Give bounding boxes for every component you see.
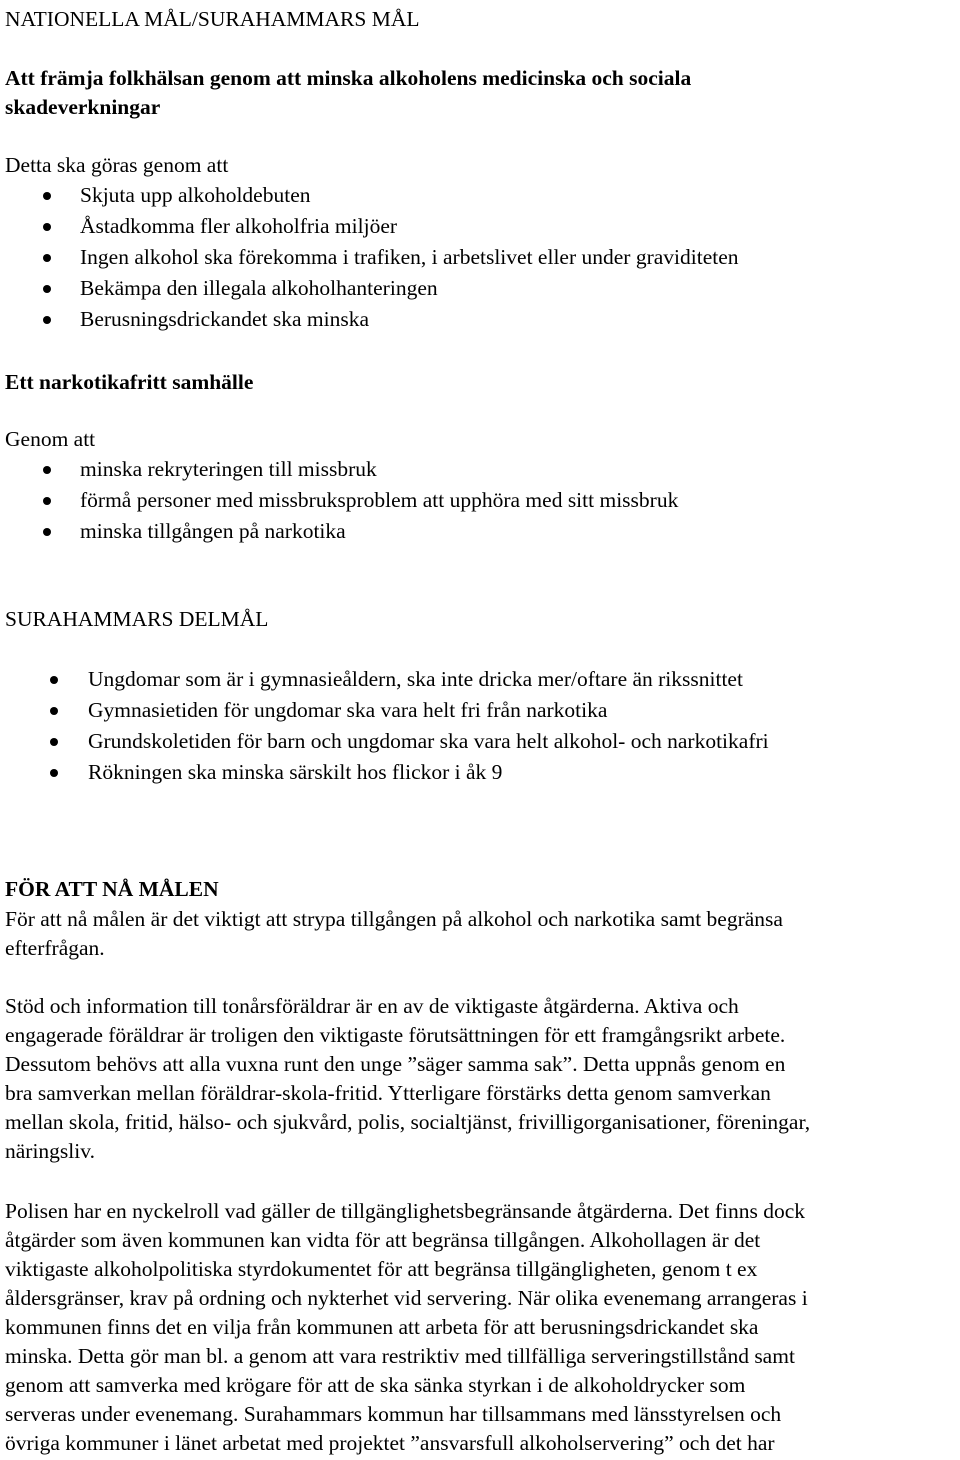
goal1-heading bbox=[5, 64, 955, 122]
paragraph-line: kommunen finns det en vilja från kommunen att arbeta för att berusningsdrickandet ska bbox=[5, 1315, 759, 1339]
bullet-icon bbox=[43, 254, 51, 262]
goal2-list bbox=[5, 455, 678, 548]
bullet-icon bbox=[50, 769, 58, 777]
goal1-heading-line1: Att främja folkhälsan genom att minska alkoholens medicinska och sociala bbox=[5, 66, 692, 90]
list-item: Bekämpa den illegala alkoholhanteringen bbox=[5, 274, 739, 305]
bullet-icon bbox=[43, 497, 51, 505]
paragraph-line: mellan skola, fritid, hälso- och sjukvård, polis, socialtjänst, frivilligorganisationer, föreningar, bbox=[5, 1110, 811, 1134]
goal1-heading-line2: skadeverkningar bbox=[5, 95, 161, 119]
list-item: Ingen alkohol ska förekomma i trafiken, i arbetslivet eller under graviditeten bbox=[5, 243, 739, 274]
list-item: minska rekryteringen till missbruk bbox=[5, 455, 678, 486]
bullet-icon bbox=[43, 466, 51, 474]
for-att-para1 bbox=[5, 905, 955, 963]
bullet-icon bbox=[43, 192, 51, 200]
for-att-para3 bbox=[5, 1197, 955, 1458]
goal2-intro: Genom att bbox=[5, 427, 96, 451]
paragraph-line: minska. Detta gör man bl. a genom att vara restriktiv med tillfälliga serveringstillstånd samt bbox=[5, 1344, 795, 1368]
paragraph-line: För att nå målen är det viktigt att strypa tillgången på alkohol och narkotika samt begränsa bbox=[5, 907, 783, 931]
list-item: Åstadkomma fler alkoholfria miljöer bbox=[5, 212, 739, 243]
list-item: Ungdomar som är i gymnasieåldern, ska inte dricka mer/oftare än rikssnittet bbox=[5, 665, 769, 696]
bullet-icon bbox=[50, 676, 58, 684]
list-item: minska tillgången på narkotika bbox=[5, 517, 678, 548]
bullet-icon bbox=[50, 707, 58, 715]
goal1-list bbox=[5, 181, 739, 336]
bullet-icon bbox=[43, 223, 51, 231]
paragraph-line: näringsliv. bbox=[5, 1139, 95, 1163]
paragraph-line: åtgärder som även kommunen kan vidta för att begränsa tillgången. Alkohollagen är det bbox=[5, 1228, 761, 1252]
delmal-heading: SURAHAMMARS DELMÅL bbox=[5, 607, 269, 631]
paragraph-line: Polisen har en nyckelroll vad gäller de tillgänglighetsbegränsande åtgärderna. Det finns dock bbox=[5, 1199, 806, 1223]
paragraph-line: Dessutom behövs att alla vuxna runt den unge ”säger samma sak”. Detta uppnås genom en bbox=[5, 1052, 786, 1076]
document-title: NATIONELLA MÅL/SURAHAMMARS MÅL bbox=[5, 7, 420, 31]
bullet-icon bbox=[43, 285, 51, 293]
bullet-icon bbox=[43, 528, 51, 536]
paragraph-line: övriga kommuner i länet arbetat med projektet ”ansvarsfull alkoholservering” och det har bbox=[5, 1431, 775, 1455]
goal2-heading: Ett narkotikafritt samhälle bbox=[5, 370, 254, 394]
paragraph-line: genom att samverka med krögare för att de ska sänka styrkan i de alkoholdrycker som bbox=[5, 1373, 746, 1397]
for-att-para2 bbox=[5, 992, 955, 1166]
paragraph-line: efterfrågan. bbox=[5, 936, 105, 960]
paragraph-line: åldersgränser, krav på ordning och nykterhet vid servering. När olika evenemang arrangeras i bbox=[5, 1286, 808, 1310]
list-item: Rökningen ska minska särskilt hos flickor i åk 9 bbox=[5, 758, 769, 789]
list-item: Skjuta upp alkoholdebuten bbox=[5, 181, 739, 212]
list-item: Grundskoletiden för barn och ungdomar ska vara helt alkohol- och narkotikafri bbox=[5, 727, 769, 758]
delmal-list bbox=[5, 665, 769, 789]
paragraph-line: engagerade föräldrar är troligen den viktigaste förutsättningen för ett framgångsrikt arbete. bbox=[5, 1023, 786, 1047]
paragraph-line: serveras under evenemang. Surahammars kommun har tillsammans med länsstyrelsen och bbox=[5, 1402, 782, 1426]
paragraph-line: viktigaste alkoholpolitiska styrdokumentet för att begränsa tillgängligheten, genom t ex bbox=[5, 1257, 758, 1281]
bullet-icon bbox=[50, 738, 58, 746]
list-item: förmå personer med missbruksproblem att upphöra med sitt missbruk bbox=[5, 486, 678, 517]
paragraph-line: Stöd och information till tonårsföräldrar är en av de viktigaste åtgärderna. Aktiva och bbox=[5, 994, 739, 1018]
for-att-heading: FÖR ATT NÅ MÅLEN bbox=[5, 877, 219, 901]
list-item: Gymnasietiden för ungdomar ska vara helt fri från narkotika bbox=[5, 696, 769, 727]
list-item: Berusningsdrickandet ska minska bbox=[5, 305, 739, 336]
paragraph-line: bra samverkan mellan föräldrar-skola-fritid. Ytterligare förstärks detta genom samverkan bbox=[5, 1081, 771, 1105]
bullet-icon bbox=[43, 316, 51, 324]
goal1-intro: Detta ska göras genom att bbox=[5, 153, 229, 177]
